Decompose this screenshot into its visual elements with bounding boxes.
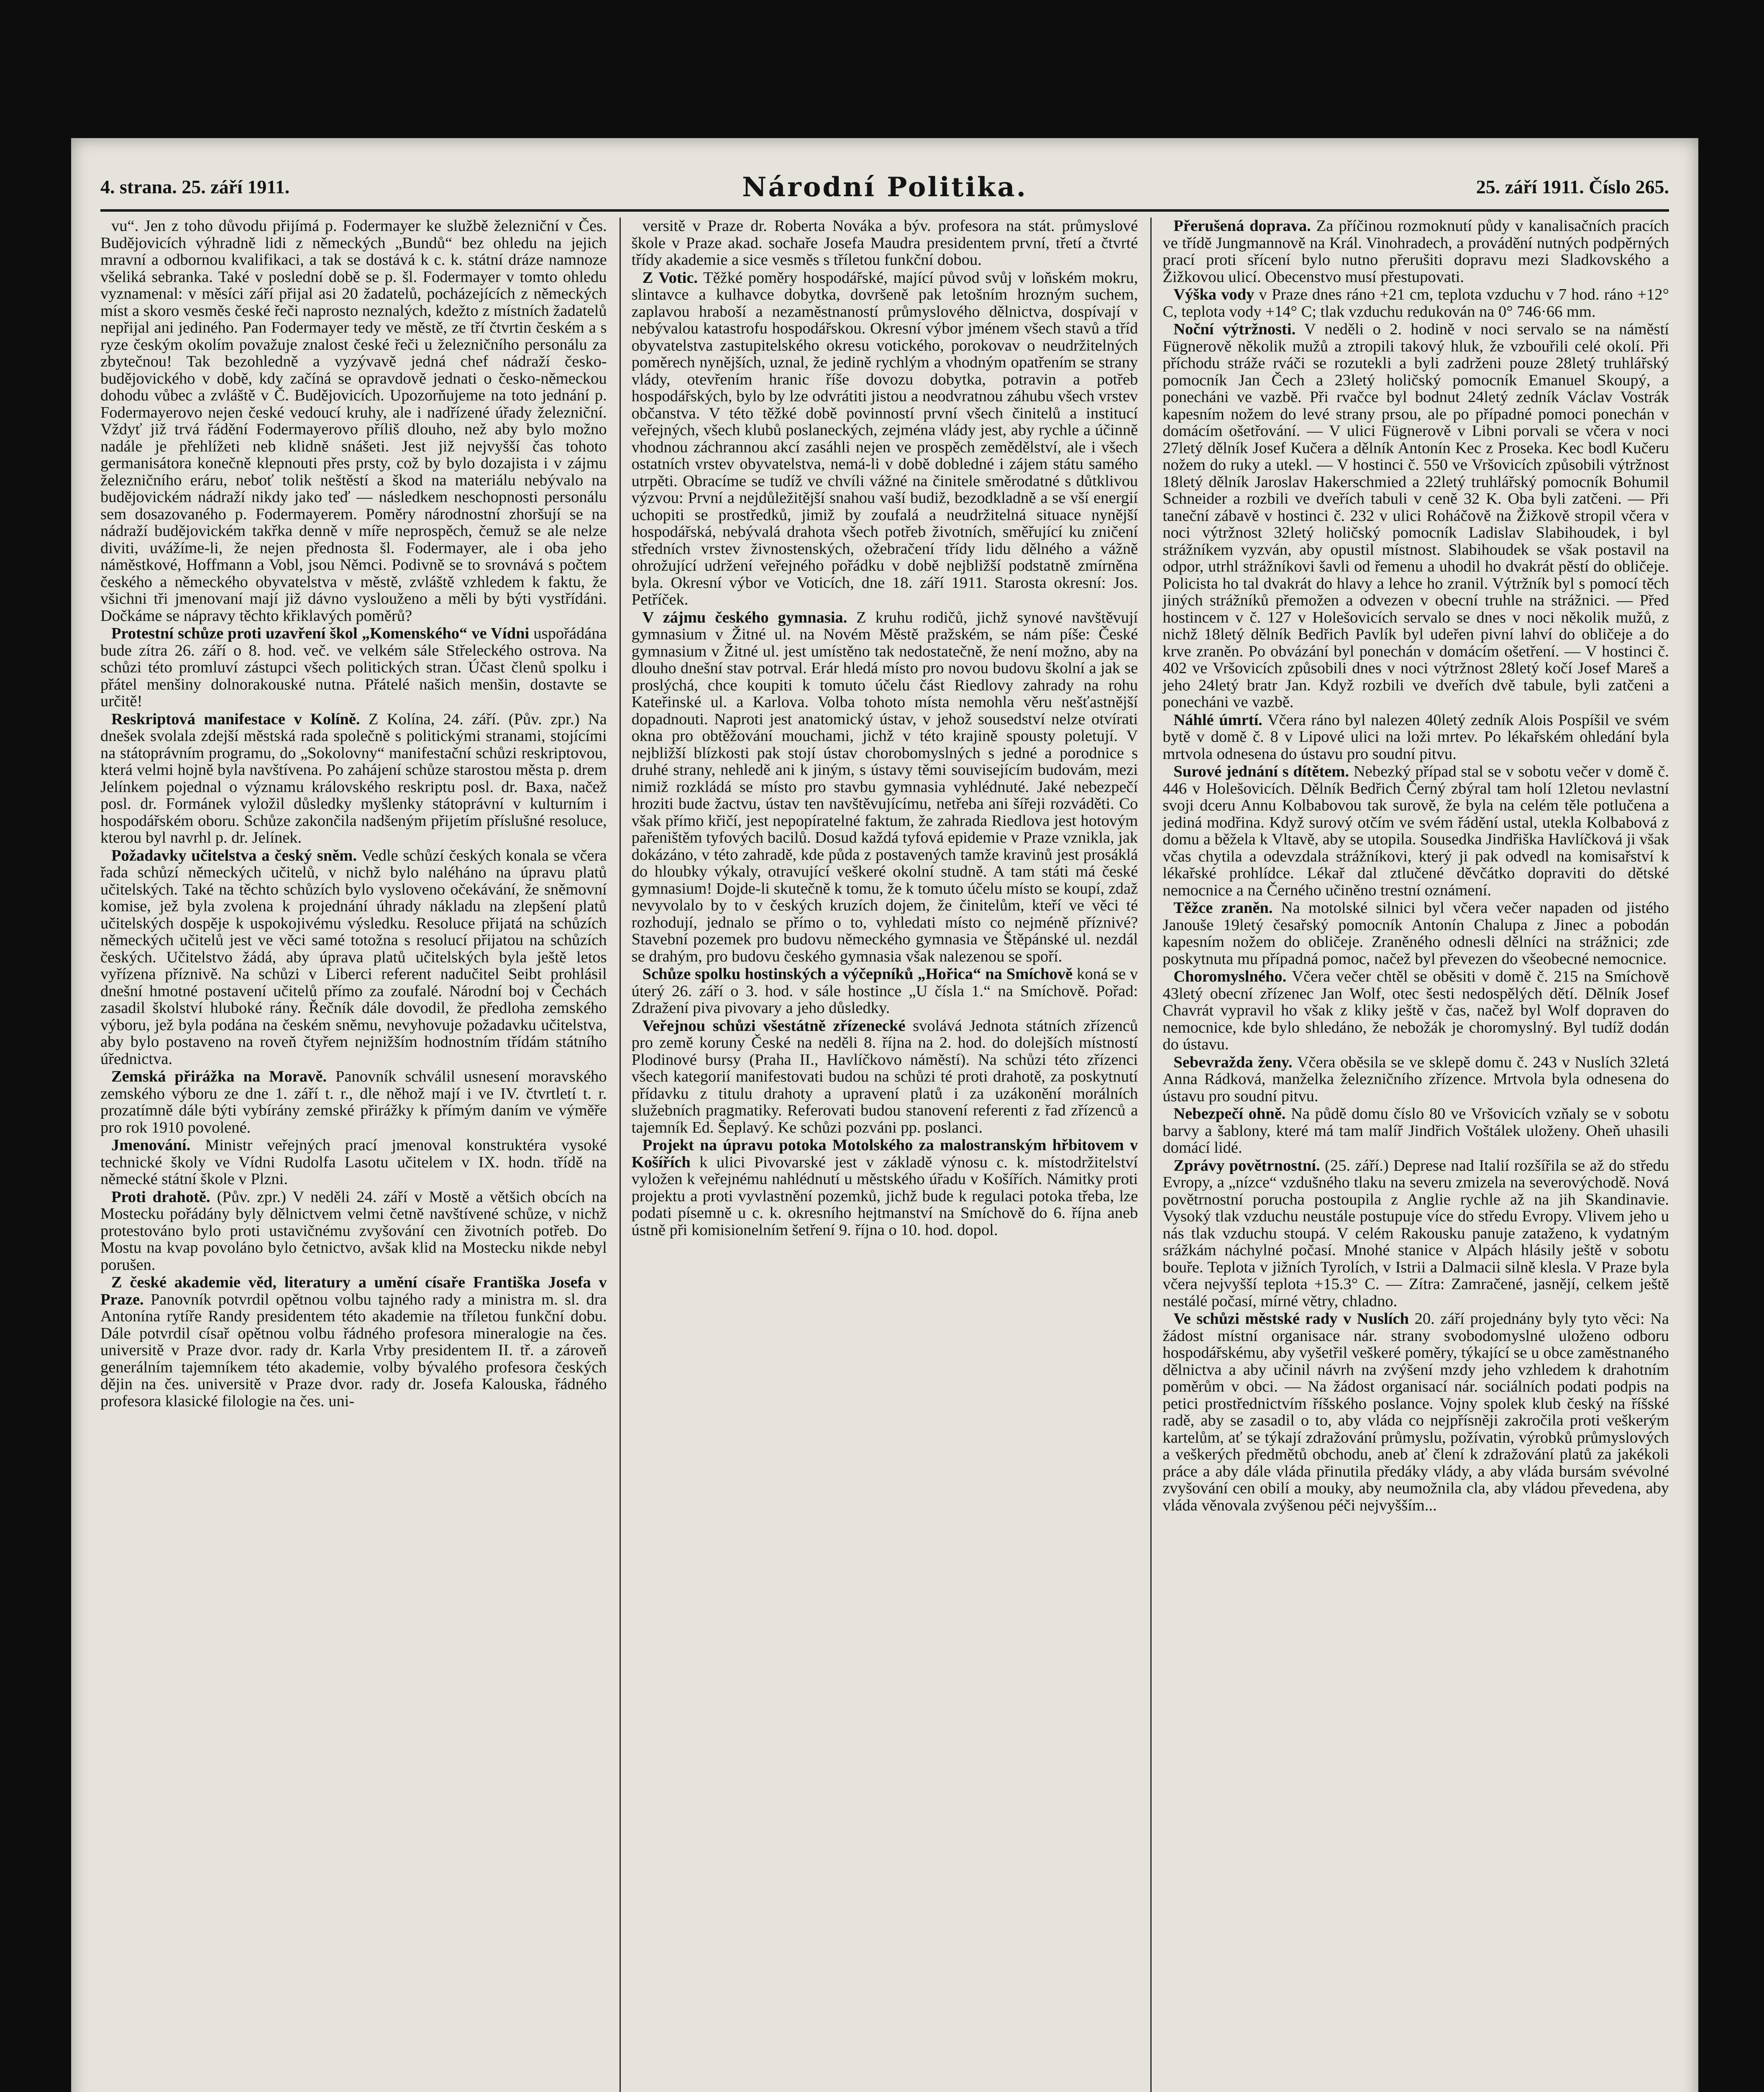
news-text: koná se v úterý 26. září o 3. hod. v sále hostince „U čísla 1.“ na Smíchově. Pořad: Zdražení piva pivovary a jeho důsledky. [631, 965, 1138, 1017]
news-text: Těžké poměry hospodářské, mající původ svůj v loňském mokru, slintavce a kulhavce dobytka, dovršeně pak letošním hrozným suchem, zaplavou hraboší a nezaměstnaností průmyslového dělnictva, dospívají v nebývalou katastrofu hospodářskou. Okresní výbor jménem všech stavů a tříd obyvatelstva zastupitelského okresu votického, porokovav o neudržitelných poměrech nynějších, uznal, že jedině rychlým a vhodným opatřením se strany vlády, otevřením hranic říše dovozu dobytka, potravin a potřeb hospodářských, bylo by lze odvrátiti jistou a neodvratnou záhubu všech vrstev občanstva. V této těžké době povinností první všech činitelů a institucí veřejných, všech klubů poslaneckých, zejména vlády jest, aby rychle a účinně vhodnou záchrannou akcí zasáhli nejen ve prospěch zemědělství, ale i všech ostatních vrstev obyvatelstva, nemá-li v době dobledné i zájem státu samého utrpěti. Obracíme se tudíž ve chvíli vážné na činitele směrodatné s důtklivou výzvou: První a nejdůležitější snahou vaší budiž, bezodkladně a se vší energií uchopiti se prostředků, jimiž by zoufalá a neudržitelná situace nynější hospodářská, nebývalá drahota všech potřeb životních, směřující ku zničení středních vrstev živnostenských, ožebračení třídy lidu dělného a vážně ohrožující udržení veřejného pořádku v době nejbližší podstatně zmírněna byla. Okresní výbor ve Voticích, dne 18. září 1911. Starosta okresní: Jos. Petříček. [631, 269, 1138, 608]
news-heading: Náhlé úmrtí. [1173, 711, 1262, 729]
news-text: Panovník schválil usnesení moravského zemského výboru ze dne 1. září t. r., dle něhož mají i ve IV. čtvrtletí t. r. prozatímně dále býti vybírány zemské přirážky k přímým daním ve výměře pro rok 1910 povolené. [100, 1068, 607, 1136]
news-text: Včera ráno byl nalezen 40letý zedník Alois Pospíšil ve svém bytě v domě č. 8 v Lipové ulici na loži mrtev. Po lékařském ohledání byla mrtvola odnesena do ústavu pro soudní pitvu. [1162, 711, 1669, 763]
news-text: Na půdě domu číslo 80 ve Vršovicích vzňaly se v sobotu barvy a šablony, které má tam malíř Jindřich Voštálek uloženy. Oheň uhasili domácí lidé. [1162, 1105, 1669, 1156]
news-heading: Výška vody [1173, 286, 1255, 303]
news-heading: V zájmu českého gymnasia. [642, 608, 847, 626]
news-text: 20. září projednány byly tyto věci: Na žádost místní organisace nár. strany svobodomyslné uloženo odboru hospodářskému, aby vyšetřil veškeré poměry, týkající se u obce zaměstnaného dělnictva a aby učinil návrh na zvýšení mzdy jeho vzhledem k drahotním poměrům v obci. — Na žádost organisací nár. sociálních podati podpis na petici prostřednictvím říšského poslance. Vojny spolek klub český na říšské radě, aby se zasadil o to, aby vláda co nejpřísněji zakročila proti veškerým kartelům, ať se týkají zdražování průmyslu, požívatin, výrobků průmyslových a veškerých předmětů obchodu, aneb ať člení k zdražování platů za jakékoli práce a aby dále vláda přinutila předáky vlády, a aby vláda bursám svévolné zvyšování cen obilí a mouky, aby neumožnila cla, aby vládou převedena, aby vláda věnovala zvýšenou péči nejvyšším... [1162, 1310, 1669, 1514]
news-heading: Surové jednání s dítětem. [1173, 763, 1349, 780]
news-heading: Reskriptová manifestace v Kolíně. [111, 710, 360, 728]
column-2 [620, 218, 1138, 2092]
news-paragraph [632, 1137, 1138, 1238]
news-paragraph [1162, 968, 1669, 1053]
news-text: svolává Jednota státních zřízenců pro země koruny České na neděli 8. října na 2. hod. do dolejších místností Plodinové bursy (Praha II., Havlíčkovo náměstí). Na schůzi této zřízenci všech kategorií manifestovati budou na schůzi té proti drahotě, za poskytnutí přídavku z titulu drahoty a upravení platů i za uzákonění morálních služebních pragmatiky. Referovati budou stanovení referenti z řad zřízenců a tajemník Ed. Šeplavý. Ke schůzi pozváni pp. poslanci. [631, 1017, 1138, 1136]
news-text: Z kruhu rodičů, jichž synové navštěvují gymnasium v Žitné ul. na Novém Městě pražském, se nám píše: České gymnasium v Žitné ul. jest umístěno tak nedostatečně, že není možno, aby na dlouho dnešní stav potrval. Erár hledá místo pro novou budovu školní a jak se proslýchá, chce koupiti k tomuto účelu část Riedlovy zahrady na rohu Kateřinské ul. a Karlova. Volba tohoto místa nemohla věru nešťastnější dopadnouti. Naproti jest anatomický ústav, v jehož sousedství nelze otvírati okna pro obtěžování mouchami, jichž v této krajině spousty poletují. V nejbližší blízkosti pak stojí ústav chorobomyslných s jedné a porodnice s druhé strany, nehledě ani k jiným, s ústavy těmi souvisejícím budovám, mezi nimiž rozkládá se místo pro stavbu gymnasia vyhlédnuté. Jaké nebezpečí hroziti bude žactvu, ústav ten navštěvujícímu, netřeba ani šířeji rozváděti. Co však přímo křičí, jest nepopíratelné faktum, že zahrada Riedlova jest hotovým pařeništěm tyfových bacilů. Dosud každá tyfová epidemie v Praze vznikla, jak dokázáno, v této zahradě, kde půda z postavených tamže kravinů jest prosáklá do hloubky výkaly, otravující veškeré okolní studně. A tam státi má české gymnasium! Dojde-li skutečně k tomu, že k tomuto účelu místo se koupí, zdaž nevyvolalo by to v českých kruzích dojem, že činitelům, kteří ve věci té rozhodují, jednalo se přímo o to, vyhledati místo co nejméně příznivé? Stavební pozemek pro budovu německého gymnasia ve Štěpánské ul. nezdál se drahým, pro budovu českého gymnasia však nalezenou se spoří. [631, 608, 1138, 965]
news-heading: Projekt na úpravu potoka Motolského za malostranským hřbitovem v Košířích [631, 1136, 1138, 1171]
news-heading: Protestní schůze proti uzavření škol „Komenského“ ve Vídni [111, 625, 530, 642]
news-paragraph [632, 1018, 1138, 1136]
news-paragraph [100, 847, 607, 1068]
news-heading: Schůze spolku hostinských a výčepníků „Hořica“ na Smíchově [642, 965, 1073, 983]
article-columns [100, 218, 1669, 2092]
news-paragraph [100, 1137, 607, 1188]
news-heading: Veřejnou schůzi všestátně zřízenecké [642, 1017, 906, 1035]
news-text: vu“. Jen z toho důvodu přijímá p. Fodermayer ke službě železniční v Čes. Budějovicích výhradně lidi z německých „Bundů“ bez ohledu na jejich mravní a odbornou kvalifikaci, a tak se dostává k c. k. státní dráze namnoze všeliká sebranka. Také v poslední době se p. šl. Fodermayer v tomto ohledu vyznamenal: v měsíci září přijal asi 20 žadatelů, pocházejících z německých míst a skoro vesměs české řeči naprosto neznalých, kdežto z místních žadatelů nepřijal ani jediného. Pan Fodermayer tedy ve městě, ze tří čtvrtin českém a s ryze českým okolím považuje znalost české řeči u železničního personálu za zbytečnou! Tak bezohledně a vyzývavě jedná chef nádraží česko-budějovického v době, kdy začíná se opravdově jednati o česko-německou dohodu vůbec a zvláště v Č. Budějovicích. Upozorňujeme na toto jednání p. Fodermayerovo nejen české vedoucí kruhy, ale i nadřízené úřady železniční. Vždyť již trvá řádění Fodermayerovo příliš dlouho, než aby bylo možno nadále je přehlížeti neb klidně snášeti. Jest již nejvyšší čas tohoto germanisátora konečně klepnouti přes prsty, což by bylo dozajista i v zájmu železničního eráru, neboť tolik neštěstí a škod na materiálu nebývalo na budějovickém nádraží nikdy jako teď — následkem neschopnosti personálu sem dosazovaného p. Fodermayerem. Poměry národnostní zhoršují se na nádraží budějovickém takřka denně v míře neprospěch, čemuž se ale nelze diviti, uvážíme-li, že nejen přednosta šl. Fodermayer, ale i oba jeho náměstkové, Hoffmann a Vobl, jsou Němci. Podivně se to srovnává s počtem českého a německého obyvatelstva v městě, zvláště vzhledem k faktu, že všichni tři jmenovaní mají již dávno vyslouženo a měli by býti vystřídáni. Dočkáme se nápravy těchto křiklavých poměrů? [100, 218, 607, 625]
news-paragraph [100, 218, 607, 624]
news-heading: Choromyslného. [1173, 968, 1287, 985]
news-text: Nebezký případ stal se v sobotu večer v domě č. 446 v Holešovicích. Dělník Bedřich Černý zbýral tam holí 12letou nevlastní svoji dceru Annu Kolbabovou tak surově, že byla na celém těle potlučena a jediná modřina. Když surový otčím ve svém řádění ustal, utekla Kolbabová z domu a běžela k Vltavě, aby se utopila. Sousedka Jindřiška Havlíčková ji však včas chytila a odevzdala strážníkovi, který ji pak odvedl na komisařství k lékařské prohlídce. Lékař dal ztlučené děvčátko dopraviti do dětské nemocnice a na Černého učiněno trestní oznámení. [1162, 763, 1669, 899]
news-text: v Praze dnes ráno +21 cm, teplota vzduchu v 7 hod. ráno +12° C, teplota vody +14° C; tlak vzduchu redukován na 0° 746·66 mm. [1162, 286, 1669, 320]
news-heading: Přerušená doprava. [1173, 218, 1311, 235]
news-text: uspořádána bude zítra 26. září o 8. hod. več. ve velkém sále Střeleckého ostrova. Na schůzi této promluví zástupci všech politických stran. Účast členů spolku i přátel menšiny dolnorakouské nutna. Přátelé našich menšin, dostavte se určitě! [100, 625, 607, 710]
news-paragraph [1162, 763, 1669, 899]
news-heading: Zemská přirážka na Moravě. [111, 1068, 327, 1085]
news-text: Včera večer chtěl se oběsiti v domě č. 215 na Smíchově 43letý obecní zřízenec Jan Wolf, otec šesti nedospělých dětí. Dělník Josef Chavrát vypravil ho však z kliky ještě v čas, načež byl Wolf dopraven do nemocnice, kde bylo shledáno, že nebožák je choromyslný. Byl tudíž dodán do ústavu. [1162, 968, 1669, 1053]
column-3 [1150, 218, 1669, 2092]
news-heading: Těžce zraněn. [1173, 899, 1273, 917]
news-paragraph [632, 609, 1138, 965]
news-text: Z Kolína, 24. září. (Pův. zpr.) Na dnešek svolala zdejší městská rada společně s politickými stranami, stojícími na státoprávním programu, do „Sokolovny“ manifestační schůzi reskriptovou, která velmi hojně byla navštívena. Po zahájení schůze starostou města p. drem Jelínkem pojednal o významu královského reskriptu posl. dr. Baxa, načež posl. dr. Formánek vyložil důsledky myšlenky státoprávní v kulturním i hospodářském oboru. Schůze zakončila nadšeným přijetím příslušné resoluce, kterou byl navrhl p. dr. Jelínek. [100, 710, 607, 846]
column-1 [100, 218, 607, 2092]
news-heading: Z české akademie věd, literatury a umění císaře Františka Josefa v Praze. [100, 1274, 607, 1308]
newspaper-title: Národní Politika. [742, 172, 1027, 203]
news-paragraph [100, 1068, 607, 1136]
news-heading: Sebevražda ženy. [1173, 1053, 1293, 1071]
news-paragraph [1162, 1310, 1669, 1514]
news-text: k ulici Pivovarské jest v základě výnosu c. k. místodržitelství vyložen k veřejnému nahlédnutí u městského úřadu v Košířích. Námitky proti projektu a proti vyvlastnění pozemků, jichž bude k regulaci potoka třeba, lze podati písemně u c. k. okresního hejtmanství na Smíchově do 6. října aneb ústně při komisionelním šetření 9. října o 10. hod. dopol. [631, 1153, 1138, 1239]
news-paragraph [100, 711, 607, 846]
news-text: (25. září.) Deprese nad Italií rozšířila se až do středu Evropy, a „nízce“ vzdušného tlaku na severu zmizela na severovýchodě. Nová povětrnostní porucha postoupila z Anglie rychle až na jih Skandinavie. Vysoký tlak vzduchu neustále postupuje více do středu Evropy. Vlivem jeho u nás tlak vzduchu stoupá. V celém Rakousku panuje zataženo, k vydatným srážkám náchylné počasí. Mnohé stanice v Alpách hlásily ještě v sobotu bouře. Teplota v jižních Tyrolích, v Istrii a Dalmacii silně klesla. V Praze byla včera nejvyšší teplota +15.3° C. — Zítra: Zamračené, jasnějí, celkem ještě nestálé počasí, mírné větry, chladno. [1162, 1156, 1669, 1310]
masthead [100, 172, 1669, 212]
news-paragraph [100, 1274, 607, 1410]
news-heading: Proti drahotě. [111, 1188, 210, 1206]
news-paragraph [1162, 218, 1669, 285]
news-heading: Zprávy povětrnostní. [1173, 1156, 1320, 1174]
news-heading: Nebezpečí ohně. [1173, 1105, 1286, 1123]
news-paragraph [1162, 286, 1669, 320]
news-heading: Z Votic. [642, 269, 698, 287]
news-paragraph [632, 966, 1138, 1017]
news-text: Panovník potvrdil opětnou volbu tajného rady a ministra m. sl. dra Antonína rytíře Randy presidentem této akademie na tříletou funkční dobu. Dále potvrdil císař opětnou volbu řádného profesora mineralogie na čes. universitě v Praze dvor. rady dr. Karla Vrby presidentem II. tř. a zároveň generálním tajemníkem této akademie, volby bývalého profesora českých dějin na čes. universitě v Praze dvor. rady dr. Josefa Kalouska, řádného profesora klasické filologie na čes. uni- [100, 1290, 607, 1410]
news-paragraph [1162, 1054, 1669, 1105]
news-paragraph [100, 625, 607, 710]
news-paragraph [632, 269, 1138, 608]
news-heading: Ve schůzi městské rady v Nuslích [1173, 1310, 1409, 1328]
news-text: versitě v Praze dr. Roberta Nováka a býv. profesora na stát. průmyslové škole v Praze akad. sochaře Josefa Maudra presidentem první, třetí a čtvrté třídy akademie a sice vesměs s tříletou funkční dobou. [631, 218, 1138, 269]
page-date-left: 4. strana. 25. září 1911. [100, 176, 290, 197]
issue-number-right: 25. září 1911. Číslo 265. [1476, 176, 1669, 197]
news-paragraph [1162, 900, 1669, 967]
news-heading: Jmenování. [111, 1136, 191, 1154]
newspaper-page [71, 138, 1698, 2092]
news-paragraph [1162, 1157, 1669, 1310]
news-text: Na motolské silnici byl včera večer napaden od jistého Janouše 19letý česařský pomocník Antonín Chalupa z Jinec a pobodán kapesním nožem do obličeje. Zraněného odnesli dělníci na strážnici; zde poskytnuta mu případná pomoc, načež byl převezen do všeobecné nemocnice. [1162, 899, 1669, 968]
news-paragraph [1162, 321, 1669, 711]
news-text: Za příčinou rozmoknutí půdy v kanalisačních pracích ve třídě Jungmannově na Král. Vinohradech, a provádění nutných podpěrných prací proti sřícení bylo nutno přerušiti dopravu mezi Sladkovského a Žižkovou ulicí. Obecenstvo musí přestupovati. [1162, 218, 1669, 286]
news-text: V neděli o 2. hodině v noci servalo se na náměstí Fügnerově několik mužů a ztropili takový hluk, že vzbouřili celé okolí. Při příchodu stráže rváči se rozutekli a byli zadrženi pouze 28letý truhlářský pomocník Jan Čech a 23letý holičský pomocník Emanuel Skoupý, a ponecháni ve vazbě. Při rvačce byl bodnut 24letý zedník Václav Vostrák kapesním nožem do levé strany prsou, ale po případné pomoci ponechán v domácím ošetřování. — V ulici Fügnerově v Libni porvali se včera v noci 27letý dělník Josef Kučera a dělník Antonín Kec z Proseka. Kec bodl Kučeru nožem do ruky a utekl. — V hostinci č. 550 ve Vršovicích způsobili výtržnost 18letý dělník Jaroslav Hakerschmied a 22letý truhlářský pomocník Bohumil Schneider a rozbili ve dveřích tabuli v ceně 32 K. Oba byli zatčeni. — Při taneční zábavě v hostinci č. 232 v ulici Roháčově na Žižkově stropil včera v noci výtržnost 32letý holičský pomocník Ladislav Slabihoudek, i byl strážníkem vyzván, aby opustil místnost. Slabihoudek se však postavil na odpor, utrhl strážníkovi šavli od řemenu a uhodil ho dvakrát pěstí do obličeje. Policista ho tal dvakrát do hlavy a lehce ho zranil. Výtržník byl s pomocí těch jiných strážníků přemožen a odvezen v obecní truhle na strážnici. — Před hostincem v č. 127 v Holešovicích servalo se dnes v noci několik mužů, z nichž 18letý dělník Bedřich Pavlík byl udeřen pivní lahví do obličeje a do krve zraněn. Po obvázání byl ponechán v domácím ošetření. — V hostinci č. 402 ve Vršovicích způsobili dnes v noci výtržnost 28letý kočí Josef Mareš a jeho 24letý bratr Jan. Když rozbili ve dveřích dvě tabule, byli zatčeni a ponecháni ve vazbě. [1162, 320, 1669, 711]
news-text: Vedle schůzí českých konala se včera řada schůzí německých učitelů, v nichž bylo naléháno na úpravu platů učitelských. Také na těchto schůzích bylo vysloveno očekávání, že sněmovní komise, jež byla zvolena k projednání úhrady nákladu na zlepšení platů učitelských dospěje k uspokojivému výsledku. Resoluce přijatá na schůzích německých učitelů jest ve věci samé totožna s resolucí přijatou na schůzích českých. Učitelstvo žádá, aby úprava platů učitelských byla ještě letos vyřízena příznivě. Na schůzi v Liberci referent nadučitel Seibt prohlásil dnešní hmotné postavení učitelů přímo za zoufalé. Národní boj v Čechách zasadil školství hluboké rány. Řečník dále dovodil, že předloha zemského výboru, jež byla podána na českém sněmu, nevyhovuje požadavku učitelstva, aby bylo postaveno na roveň čtyřem nejnižším hodnostním třídám státního úřednictva. [100, 846, 607, 1068]
news-heading: Požadavky učitelstva a český sněm. [111, 846, 357, 864]
news-paragraph [100, 1189, 607, 1274]
news-text: (Pův. zpr.) V neděli 24. září v Mostě a většich obcích na Mostecku pořádány byly dělnictvem velmi četně navštívené schůze, v nichž protestováno bylo proti ustavičnému zvyšování cen životních potřeb. Do Mostu na kvap povoláno bylo četnictvo, avšak klid na Mostecku nikde nebyl porušen. [100, 1188, 607, 1274]
news-heading: Noční výtržnosti. [1173, 320, 1296, 338]
news-paragraph [1162, 1105, 1669, 1156]
news-paragraph [632, 218, 1138, 269]
news-text: Včera oběsila se ve sklepě domu č. 243 v Nuslích 32letá Anna Rádková, manželka železničního zřízence. Mrtvola byla odnesena do ústavu pro soudní pitvu. [1162, 1053, 1669, 1105]
news-text: Ministr veřejných prací jmenoval konstruktéra vysoké technické školy ve Vídni Rudolfa Lasotu učitelem v IX. hodn. třídě na německé státní škole v Plzni. [100, 1136, 607, 1188]
news-paragraph [1162, 712, 1669, 763]
